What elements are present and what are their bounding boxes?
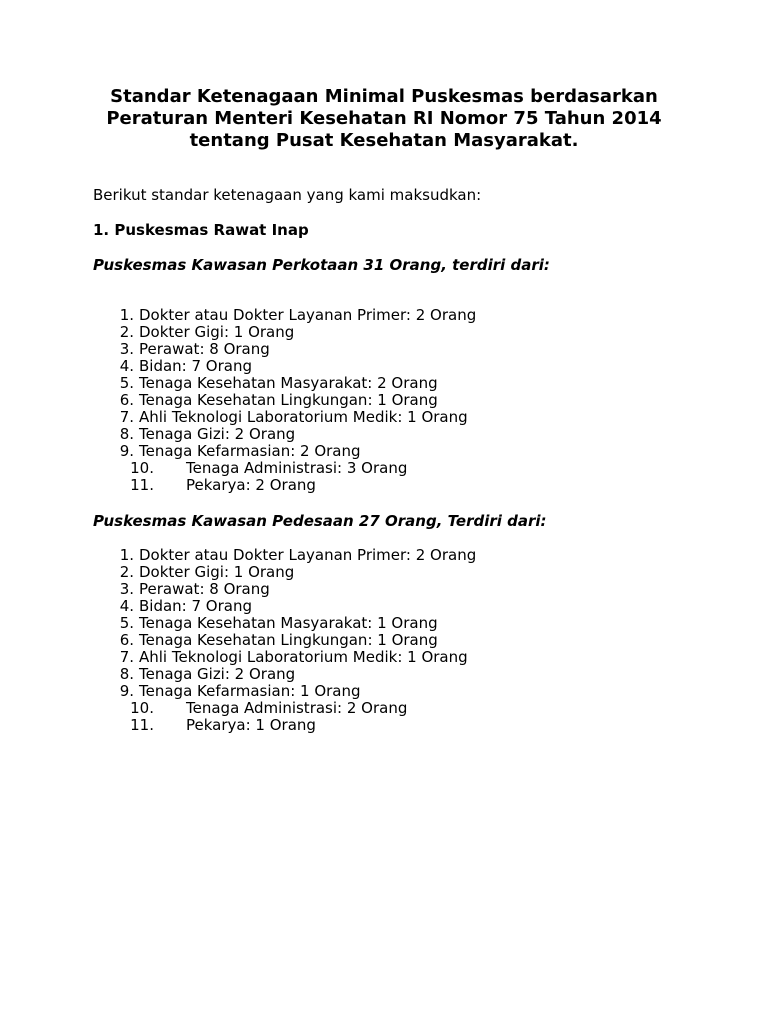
list-item (0, 649, 768, 666)
list-item-text: Bidan: 7 Orang (139, 357, 253, 375)
list-item-text: Pekarya: 1 Orang (186, 716, 316, 734)
list-item-number: 6. (119, 391, 134, 409)
list-item (0, 598, 768, 615)
section-heading: 1. Puskesmas Rawat Inap (93, 221, 309, 239)
list-item-text: Tenaga Kesehatan Lingkungan: 1 Orang (139, 631, 438, 649)
list-item (0, 358, 768, 375)
list-item (0, 564, 768, 581)
intro-paragraph: Berikut standar ketenagaan yang kami maksudkan: (93, 186, 482, 204)
list-item (0, 581, 768, 598)
list-item-number: 5. (119, 374, 134, 392)
list-item-number: 4. (119, 597, 134, 615)
list-item (0, 615, 768, 632)
group-heading-pedesaan: Puskesmas Kawasan Pedesaan 27 Orang, Terdiri dari: (93, 512, 547, 530)
list-item-number: 10. (130, 459, 154, 477)
list-item-number: 9. (119, 682, 134, 700)
staff-list-perkotaan (0, 307, 768, 494)
list-item-number: 5. (119, 614, 134, 632)
list-item-text: Tenaga Kesehatan Masyarakat: 1 Orang (139, 614, 438, 632)
list-item (0, 477, 768, 494)
list-item-number: 9. (119, 442, 134, 460)
group-heading-perkotaan: Puskesmas Kawasan Perkotaan 31 Orang, terdiri dari: (93, 256, 550, 274)
list-item (0, 307, 768, 324)
list-item-text: Ahli Teknologi Laboratorium Medik: 1 Orang (139, 408, 468, 426)
list-item (0, 683, 768, 700)
list-item-number: 4. (119, 357, 134, 375)
list-item (0, 717, 768, 734)
list-item-number: 11. (130, 476, 154, 494)
list-item (0, 666, 768, 683)
list-item (0, 341, 768, 358)
list-item-text: Bidan: 7 Orang (139, 597, 253, 615)
list-item (0, 392, 768, 409)
title-line: tentang Pusat Kesehatan Masyarakat. (189, 130, 579, 151)
list-item-text: Tenaga Administrasi: 3 Orang (186, 459, 408, 477)
list-item-number: 3. (119, 580, 134, 598)
list-item (0, 700, 768, 717)
list-item-number: 11. (130, 716, 154, 734)
list-item (0, 632, 768, 649)
list-item-text: Perawat: 8 Orang (139, 580, 270, 598)
list-item-number: 6. (119, 631, 134, 649)
list-item-number: 8. (119, 665, 134, 683)
staff-list-pedesaan (0, 547, 768, 734)
list-item-text: Pekarya: 2 Orang (186, 476, 316, 494)
document-title (60, 86, 708, 152)
list-item-text: Tenaga Gizi: 2 Orang (139, 665, 296, 683)
list-item-number: 10. (130, 699, 154, 717)
list-item-number: 3. (119, 340, 134, 358)
title-line: Standar Ketenagaan Minimal Puskesmas berdasarkan (110, 86, 658, 107)
list-item-text: Dokter Gigi: 1 Orang (139, 563, 295, 581)
list-item-text: Tenaga Kesehatan Masyarakat: 2 Orang (139, 374, 438, 392)
list-item (0, 426, 768, 443)
list-item-text: Ahli Teknologi Laboratorium Medik: 1 Orang (139, 648, 468, 666)
list-item-number: 8. (119, 425, 134, 443)
list-item (0, 443, 768, 460)
list-item-text: Dokter atau Dokter Layanan Primer: 2 Orang (139, 306, 477, 324)
list-item-number: 2. (119, 563, 134, 581)
list-item-number: 2. (119, 323, 134, 341)
list-item (0, 460, 768, 477)
list-item (0, 547, 768, 564)
list-item-text: Tenaga Kefarmasian: 1 Orang (139, 682, 361, 700)
list-item-text: Tenaga Kefarmasian: 2 Orang (139, 442, 361, 460)
list-item-text: Dokter Gigi: 1 Orang (139, 323, 295, 341)
title-line: Peraturan Menteri Kesehatan RI Nomor 75 Tahun 2014 (106, 108, 662, 129)
list-item (0, 375, 768, 392)
list-item-text: Tenaga Gizi: 2 Orang (139, 425, 296, 443)
list-item (0, 324, 768, 341)
list-item-number: 7. (119, 648, 134, 666)
list-item-text: Dokter atau Dokter Layanan Primer: 2 Orang (139, 546, 477, 564)
list-item-number: 1. (119, 306, 134, 324)
list-item-text: Perawat: 8 Orang (139, 340, 270, 358)
list-item-number: 1. (119, 546, 134, 564)
list-item-text: Tenaga Administrasi: 2 Orang (186, 699, 408, 717)
list-item-text: Tenaga Kesehatan Lingkungan: 1 Orang (139, 391, 438, 409)
list-item (0, 409, 768, 426)
list-item-number: 7. (119, 408, 134, 426)
